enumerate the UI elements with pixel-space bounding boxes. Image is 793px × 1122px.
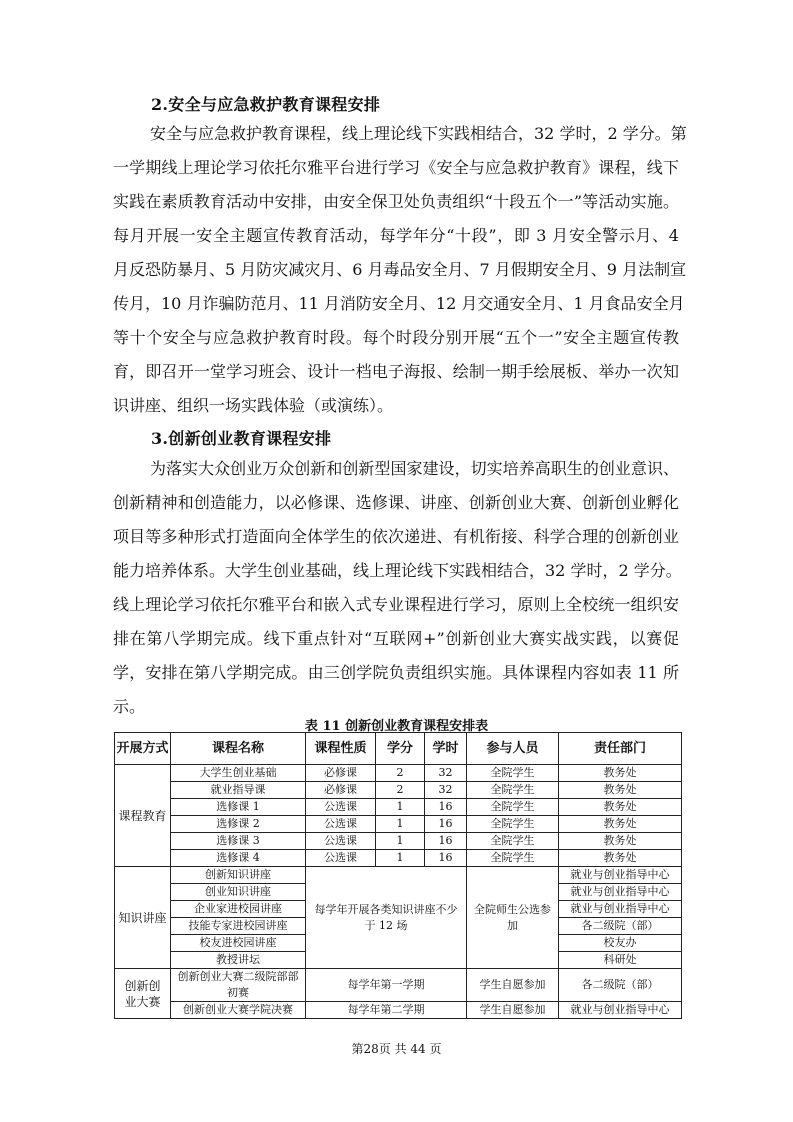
credit-cell: 1	[376, 816, 425, 833]
column-header: 课程性质	[306, 733, 376, 765]
column-header: 责任部门	[559, 733, 682, 765]
course-name-cell: 创新创业大赛二级院部部初赛	[171, 969, 306, 1002]
course-type-cell: 公选课	[306, 816, 376, 833]
department-cell: 各二级院（部）	[559, 969, 682, 1002]
department-cell: 教务处	[559, 765, 682, 782]
participants-cell: 全院学生	[467, 850, 559, 867]
column-header: 参与人员	[467, 733, 559, 765]
table-row	[115, 833, 682, 850]
course-name-cell: 企业家进校园讲座	[171, 901, 306, 918]
course-name-cell: 选修课 3	[171, 833, 306, 850]
department-cell: 教务处	[559, 850, 682, 867]
section-heading-safety: 2.安全与应急救护教育课程安排	[151, 95, 381, 114]
course-name-cell: 选修课 2	[171, 816, 306, 833]
credit-cell: 2	[376, 782, 425, 799]
schedule-cell: 每学年第二学期	[306, 1002, 467, 1019]
credit-cell: 1	[376, 799, 425, 816]
course-name-cell: 大学生创业基础	[171, 765, 306, 782]
participants-cell: 全院学生	[467, 816, 559, 833]
paragraph-line: 排在第八学期完成。线下重点针对“互联网+”创新创业大赛实战实践，以赛促	[113, 629, 679, 648]
course-name-cell: 创新知识讲座	[171, 867, 306, 884]
paragraph-line: 为落实大众创业万众创新和创新型国家建设，切实培养高职生的创业意识、	[150, 459, 679, 478]
participants-cell: 全院学生	[467, 833, 559, 850]
table-row	[115, 969, 682, 1002]
paragraph-line: 创新精神和创造能力，以必修课、选修课、讲座、创新创业大赛、创新创业孵化	[113, 493, 679, 512]
course-name-cell: 创新创业大赛学院决赛	[171, 1002, 306, 1019]
paragraph-line: 传月，10 月诈骗防范月、11 月消防安全月、12 月交通安全月、1 月食品安全月	[113, 294, 685, 313]
course-name-cell: 教授讲坛	[171, 952, 306, 969]
department-cell: 教务处	[559, 833, 682, 850]
table-caption: 表 11 创新创业教育课程安排表	[304, 719, 489, 734]
paragraph-line: 等十个安全与应急救护教育时段。每个时段分别开展“五个一”安全主题宣传教	[113, 328, 679, 347]
department-cell: 教务处	[559, 816, 682, 833]
department-cell: 各二级院（部）	[559, 918, 682, 935]
course-name-cell: 选修课 4	[171, 850, 306, 867]
column-header: 学分	[376, 733, 425, 765]
table-row	[115, 816, 682, 833]
paragraph-line: 实践在素质教育活动中安排，由安全保卫处负责组织“十段五个一”等活动实施。	[113, 192, 679, 211]
course-type-cell: 公选课	[306, 833, 376, 850]
paragraph-line: 学，安排在第八学期完成。由三创学院负责组织实施。具体课程内容如表 11 所	[113, 663, 679, 682]
schedule-cell: 每学年开展各类知识讲座不少于 12 场	[306, 867, 467, 969]
hours-cell: 16	[425, 850, 467, 867]
column-header: 课程名称	[171, 733, 306, 765]
participants-cell: 全院学生	[467, 782, 559, 799]
page-number-footer: 第28页 共 44 页	[351, 1042, 442, 1056]
course-type-cell: 公选课	[306, 850, 376, 867]
column-header: 开展方式	[115, 733, 171, 765]
category-cell: 知识讲座	[115, 867, 171, 969]
course-name-cell: 就业指导课	[171, 782, 306, 799]
credit-cell: 1	[376, 850, 425, 867]
table-row	[115, 782, 682, 799]
department-cell: 教务处	[559, 799, 682, 816]
department-cell: 就业与创业指导中心	[559, 884, 682, 901]
table-row	[115, 1002, 682, 1019]
participants-cell: 全院师生公选参加	[467, 867, 559, 969]
course-schedule-table	[114, 732, 682, 1019]
table-header-row	[115, 733, 682, 765]
paragraph-line: 每月开展一安全主题宣传教育活动，每学年分“十段”，即 3 月安全警示月、4	[113, 226, 679, 245]
course-type-cell: 公选课	[306, 799, 376, 816]
paragraph-line: 线上理论学习依托尔雅平台和嵌入式专业课程进行学习，原则上全校统一组织安	[113, 595, 679, 614]
course-name-cell: 创业知识讲座	[171, 884, 306, 901]
table-row	[115, 850, 682, 867]
paragraph-line: 育，即召开一堂学习班会、设计一档电子海报、绘制一期手绘展板、举办一次知	[113, 362, 679, 381]
paragraph-line: 能力培养体系。大学生创业基础，线上理论线下实践相结合，32 学时，2 学分。	[113, 561, 682, 580]
paragraph-line: 安全与应急救护教育课程，线上理论线下实践相结合，32 学时，2 学分。第	[150, 124, 687, 143]
paragraph-line: 项目等多种形式打造面向全体学生的依次递进、有机衔接、科学合理的创新创业	[113, 527, 679, 546]
course-type-cell: 必修课	[306, 765, 376, 782]
department-cell: 就业与创业指导中心	[559, 1002, 682, 1019]
course-name-cell: 校友进校园讲座	[171, 935, 306, 952]
column-header: 学时	[425, 733, 467, 765]
course-name-cell: 技能专家进校园讲座	[171, 918, 306, 935]
participants-cell: 全院学生	[467, 765, 559, 782]
hours-cell: 16	[425, 799, 467, 816]
department-cell: 校友办	[559, 935, 682, 952]
paragraph-line: 一学期线上理论学习依托尔雅平台进行学习《安全与应急救护教育》课程，线下	[113, 158, 679, 177]
course-name-cell: 选修课 1	[171, 799, 306, 816]
category-cell: 课程教育	[115, 765, 171, 867]
hours-cell: 32	[425, 765, 467, 782]
course-type-cell: 必修课	[306, 782, 376, 799]
credit-cell: 2	[376, 765, 425, 782]
department-cell: 科研处	[559, 952, 682, 969]
table-row	[115, 765, 682, 782]
credit-cell: 1	[376, 833, 425, 850]
hours-cell: 16	[425, 816, 467, 833]
department-cell: 就业与创业指导中心	[559, 901, 682, 918]
participants-cell: 全院学生	[467, 799, 559, 816]
hours-cell: 32	[425, 782, 467, 799]
table-row	[115, 799, 682, 816]
participants-cell: 学生自愿参加	[467, 1002, 559, 1019]
hours-cell: 16	[425, 833, 467, 850]
section-heading-innovation: 3.创新创业教育课程安排	[151, 429, 332, 448]
paragraph-line: 月反恐防暴月、5 月防灾减灾月、6 月毒品安全月、7 月假期安全月、9 月法制宣	[113, 260, 687, 279]
paragraph-line: 识讲座、组织一场实践体验（或演练）。	[113, 396, 394, 415]
department-cell: 就业与创业指导中心	[559, 867, 682, 884]
category-cell: 创新创业大赛	[115, 969, 171, 1019]
participants-cell: 学生自愿参加	[467, 969, 559, 1002]
paragraph-line: 示。	[113, 697, 146, 716]
schedule-cell: 每学年第一学期	[306, 969, 467, 1002]
table-row	[115, 867, 682, 884]
department-cell: 教务处	[559, 782, 682, 799]
